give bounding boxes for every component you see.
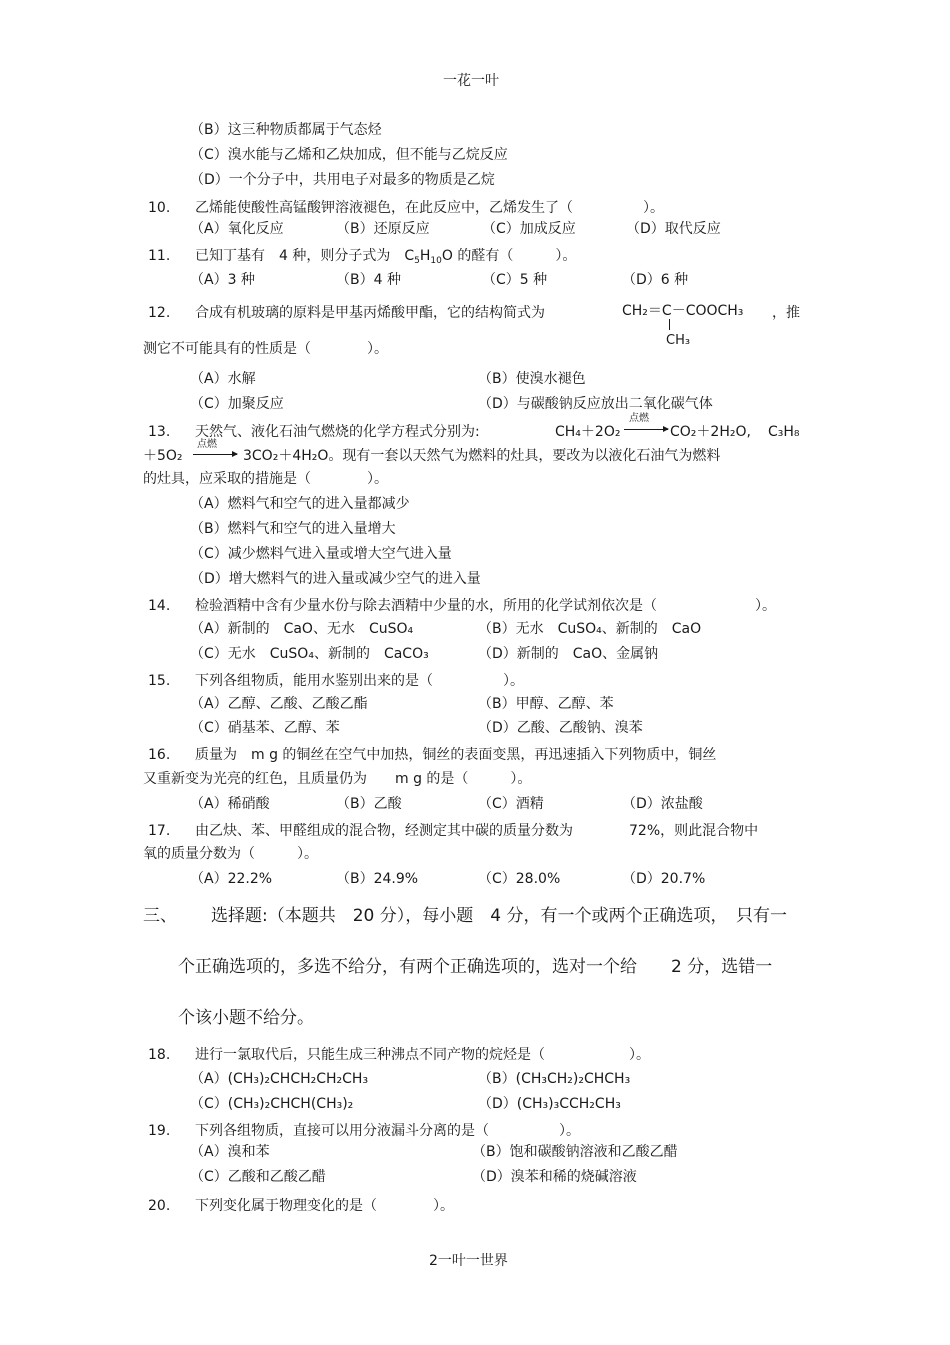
q12-option-b: （B）使溴水褪色 (478, 371, 586, 387)
q12-option-a: （A）水解 (190, 371, 256, 387)
q16-number: 16. (148, 747, 171, 763)
q10-option-a: （A）氧化反应 (190, 221, 284, 237)
q15-option-b: （B）甲醇、乙醇、苯 (478, 696, 614, 712)
q13-eq1-right: CO₂＋2H₂O, (670, 424, 751, 440)
q17-option-b: （B）24.9% (336, 871, 419, 887)
q13-line2-left: ＋5O₂ (143, 448, 183, 464)
q16-option-b: （B）乙酸 (336, 796, 402, 812)
q16-stem-cont: 又重新变为光亮的红色，且质量仍为 m g 的是（ ）。 (143, 771, 532, 787)
q19-option-a: （A）溴和苯 (190, 1144, 270, 1160)
section3-line2: 个正确选项的，多选不给分，有两个正确选项的，选对一个给 2 分，选错一 (178, 957, 773, 977)
q13-stem: 天然气、液化石油气燃烧的化学方程式分别为: (195, 424, 480, 440)
q18-option-c: （C）(CH₃)₂CHCH(CH₃)₂ (190, 1096, 354, 1112)
q17-stem: 由乙炔、苯、甲醛组成的混合物，经测定其中碳的质量分数为 72%，则此混合物中 (195, 823, 759, 839)
q11-stem-part1: 已知丁基有 4 种，则分子式为 C (195, 248, 415, 264)
q9-option-d: （D）一个分子中，共用电子对最多的物质是乙烷 (190, 172, 495, 188)
q13-option-d: （D）增大燃料气的进入量或减少空气的进入量 (190, 571, 481, 587)
q10-number: 10. (148, 200, 171, 216)
q14-option-a: （A）新制的 CaO、无水 CuSO₄ (190, 621, 414, 637)
q9-option-b: （B）这三种物质都属于气态烃 (190, 122, 382, 138)
q19-option-d: （D）溴苯和稀的烧碱溶液 (472, 1169, 637, 1185)
section3-line3: 个该小题不给分。 (178, 1008, 314, 1028)
q19-number: 19. (148, 1123, 171, 1139)
q12-stem-cont: 测它不可能具有的性质是（ ）。 (143, 341, 388, 357)
q16-stem: 质量为 m g 的铜丝在空气中加热，铜丝的表面变黑，再迅速插入下列物质中，铜丝 (195, 747, 717, 763)
q12-formula-main: CH₂＝C－COOCH₃ (622, 303, 744, 319)
q19-option-c: （C）乙酸和乙酸乙醋 (190, 1169, 326, 1185)
q13-eq2-start: C₃H₈ (768, 424, 800, 440)
q13-line2-rest: 3CO₂＋4H₂O。现有一套以天然气为燃料的灶具，要改为以液化石油气为燃料 (243, 448, 721, 464)
q17-option-c: （C）28.0% (478, 871, 561, 887)
q13-eq2-condition: 点燃 (197, 439, 217, 450)
q11-number: 11. (148, 248, 171, 264)
q16-option-c: （C）酒精 (478, 796, 544, 812)
q19-stem: 下列各组物质，直接可以用分液漏斗分离的是（ ）。 (195, 1123, 580, 1139)
q13-eq1-condition: 点燃 (629, 413, 649, 424)
q18-option-d: （D）(CH₃)₃CCH₂CH₃ (478, 1096, 621, 1112)
q15-number: 15. (148, 673, 171, 689)
q17-option-a: （A）22.2% (190, 871, 273, 887)
q11-option-d: （D）6 种 (622, 272, 689, 288)
q19-option-b: （B）饱和碳酸钠溶液和乙酸乙醋 (472, 1144, 678, 1160)
q13-eq1-left: CH₄＋2O₂ (555, 424, 621, 440)
q18-option-a: （A）(CH₃)₂CHCH₂CH₂CH₃ (190, 1071, 369, 1087)
q13-option-b: （B）燃料气和空气的进入量增大 (190, 521, 396, 537)
q15-stem: 下列各组物质，能用水鉴别出来的是（ ）。 (195, 673, 524, 689)
q16-option-d: （D）浓盐酸 (622, 796, 703, 812)
section3-label: 三、 (143, 906, 177, 926)
q9-option-c: （C）溴水能与乙烯和乙炔加成，但不能与乙烷反应 (190, 147, 508, 163)
q17-number: 17. (148, 823, 171, 839)
q12-formula-bond (669, 319, 670, 330)
page-header: 一花一叶 (443, 73, 499, 89)
q13-option-c: （C）减少燃料气进入量或增大空气进入量 (190, 546, 452, 562)
q11-option-c: （C）5 种 (482, 272, 548, 288)
q12-number: 12. (148, 305, 171, 321)
q18-number: 18. (148, 1047, 171, 1063)
q14-number: 14. (148, 598, 171, 614)
q14-option-d: （D）新制的 CaO、金属钠 (478, 646, 659, 662)
q11-stem-part3: O 的醛有（ ）。 (441, 248, 577, 264)
q12-formula-branch: CH₃ (666, 333, 691, 348)
q11-stem (195, 247, 576, 265)
page-footer: 2一叶一世界 (429, 1253, 508, 1269)
q15-option-a: （A）乙醇、乙酸、乙酸乙酯 (190, 696, 368, 712)
q10-option-c: （C）加成反应 (482, 221, 576, 237)
q12-option-d: （D）与碳酸钠反应放出二氧化碳气体 (478, 396, 713, 412)
q13-eq2-arrow (193, 454, 237, 455)
q16-option-a: （A）稀硝酸 (190, 796, 270, 812)
q13-eq1-arrow (624, 429, 668, 430)
q12-stem-tail: ，推 (772, 305, 800, 321)
q11-stem-part2: H (419, 248, 431, 264)
q12-stem: 合成有机玻璃的原料是甲基丙烯酸甲酯，它的结构简式为 (195, 305, 545, 321)
q10-option-d: （D）取代反应 (626, 221, 721, 237)
q14-option-c: （C）无水 CuSO₄、新制的 CaCO₃ (190, 646, 429, 662)
q14-stem: 检验酒精中含有少量水份与除去酒精中少量的水，所用的化学试剂依次是（ ）。 (195, 598, 776, 614)
q15-option-d: （D）乙酸、乙酸钠、溴苯 (478, 720, 643, 736)
q10-stem: 乙烯能使酸性高锰酸钾溶液褪色，在此反应中，乙烯发生了（ ）。 (195, 200, 664, 216)
q14-option-b: （B）无水 CuSO₄、新制的 CaO (478, 621, 702, 637)
q10-option-b: （B）还原反应 (336, 221, 430, 237)
q13-option-a: （A）燃料气和空气的进入量都减少 (190, 496, 410, 512)
q18-option-b: （B）(CH₃CH₂)₂CHCH₃ (478, 1071, 631, 1087)
q11-stem-sub1: 5 (414, 256, 420, 266)
q11-option-a: （A）3 种 (190, 272, 255, 288)
section3-line1: 选择题:（本题共 20 分），每小题 4 分，有一个或两个正确选项， 只有一 (211, 906, 787, 926)
q11-stem-sub2: 10 (430, 256, 442, 266)
q12-option-c: （C）加聚反应 (190, 396, 284, 412)
q17-stem-cont: 氧的质量分数为（ ）。 (143, 846, 318, 862)
q13-line3: 的灶具，应采取的措施是（ ）。 (143, 471, 388, 487)
q20-stem: 下列变化属于物理变化的是（ ）。 (195, 1198, 454, 1214)
q18-stem: 进行一氯取代后，只能生成三种沸点不同产物的烷烃是（ ）。 (195, 1047, 650, 1063)
q15-option-c: （C）硝基苯、乙醇、苯 (190, 720, 340, 736)
q13-number: 13. (148, 424, 171, 440)
q20-number: 20. (148, 1198, 171, 1214)
q11-option-b: （B）4 种 (336, 272, 401, 288)
q17-option-d: （D）20.7% (622, 871, 706, 887)
